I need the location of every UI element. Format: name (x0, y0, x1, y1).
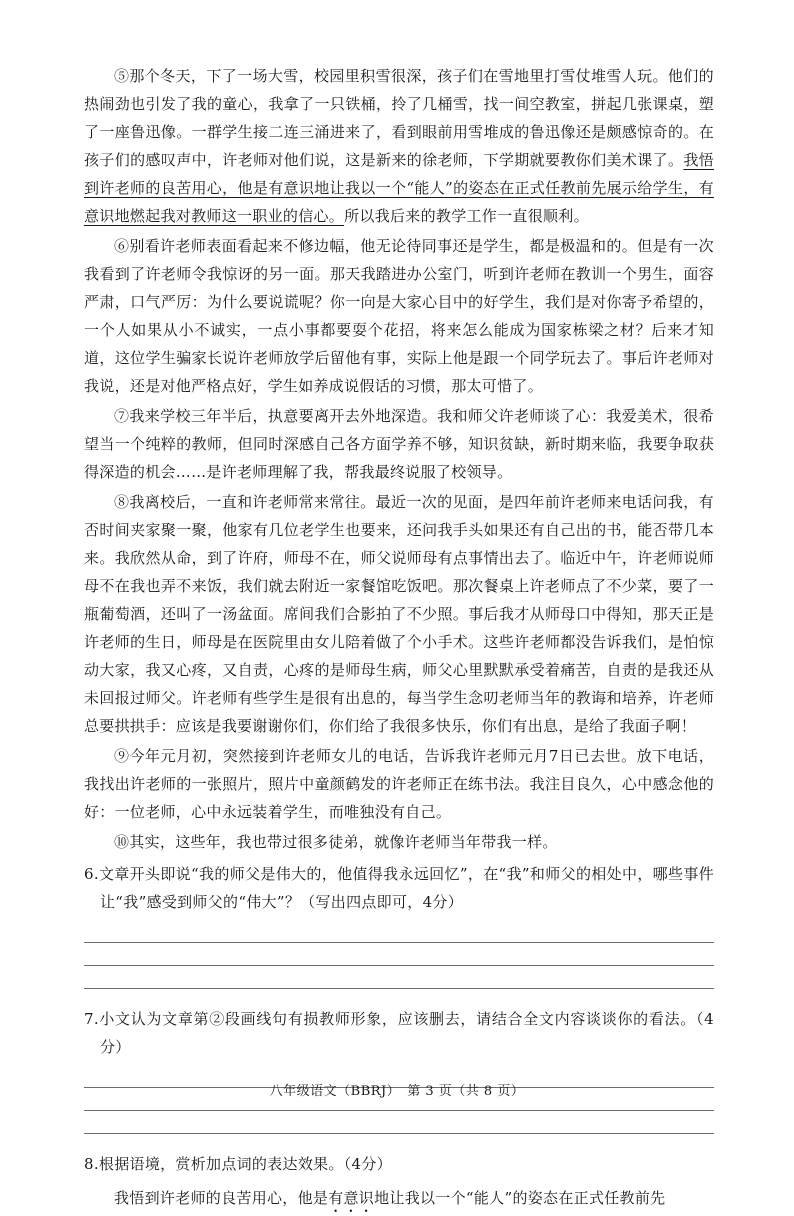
quote-text: 我悟到许老师的良苦用心，他是 (114, 1189, 329, 1207)
question-6-number: 6. (84, 865, 99, 883)
paragraph-5-text: ⑤那个冬天，下了一场大雪，校园里积雪很深，孩子们在雪地里打雪仗堆雪人玩。他们的热闹劲也引发了我的童心，我拿了一只铁桶，拎了几桶雪，找一间空教室，拼起几张课桌，塑了一座鲁迅像。一群学生接二连三涌进来了，看到眼前用雪堆成的鲁迅像还是颇感惊奇的。在孩子们的感叹声中，许老师对他们说，这是新来的徐老师，下学期就要教你们美术课了。 (84, 67, 714, 169)
answer-area-6[interactable] (84, 916, 714, 989)
answer-line (84, 942, 714, 943)
answer-line (84, 965, 714, 966)
question-7-text: 小文认为文章第②段画线句有损教师形象，应该删去，请结合全文内容谈谈你的看法。（4分） (98, 1010, 714, 1056)
quote-text-continued: 地让我以一个“能人”的姿态在正式任教前先 (374, 1189, 666, 1207)
passage-paragraph-5 (84, 62, 714, 230)
answer-line (84, 1110, 714, 1111)
passage-paragraph-9: ⑨今年元月初，突然接到许老师女儿的电话，告诉我许老师元月7日已去世。放下电话，我找出许老师的一张照片，照片中童颜鹤发的许老师正在练书法。我注目良久，心中感念他的好：一位老师，心中永远装着学生，而唯独没有自己。 (84, 747, 714, 821)
passage-paragraph-8: ⑧我离校后，一直和许老师常来常往。最近一次的见面，是四年前许老师来电话问我，有否时间夹家聚一聚，他家有几位老学生也要来，还问我手头如果还有自己出的书，能否带几本来。我欣然从命，到了许府，师母不在，师父说师母有点事情出去了。临近中午，许老师说师母不在我也弄不来饭，我们就去附近一家餐馆吃饭吧。那次餐桌上许老师点了不少菜，要了一瓶葡萄酒，还叫了一汤盆面。席间我们合影拍了不少照。事后我才从师母口中得知，那天正是许老师的生日，师母是在医院里由女儿陪着做了个小手术。这些许老师都没告诉我们，是怕惊动大家，我又心疼，又自责，心疼的是师母生病，师父心里默默承受着痛苦，自责的是我还从未回报过师父。许老师有些学生是很有出息的，每当学生念叨老师当年的教诲和培养，许老师总要拱拱手：应该是我要谢谢你们，你们给了我很多快乐，你们有出息，是给了我面子啊！ (84, 493, 714, 735)
passage-paragraph-7: ⑦我来学校三年半后，执意要离开去外地深造。我和师父许老师谈了心：我爱美术，很希望当一个纯粹的教师，但同时深感自己各方面学养不够，知识贫缺，新时期来临，我要争取获得深造的机会……是许老师理解了我，帮我最终说服了校领导。 (84, 407, 714, 481)
question-6-text: 文章开头即说“我的师父是伟大的，他值得我永远回忆”，在“我”和师父的相处中，哪些事件让“我”感受到师父的“伟大”？（写出四点即可，4分） (98, 865, 714, 911)
page-footer: 八年级语文（BBRJ） 第 3 页（共 8 页） (269, 1084, 525, 1099)
answer-line (84, 988, 714, 989)
paragraph-5-tail: 所以我后来的教学工作一直很顺利。 (344, 207, 589, 225)
answer-line (84, 1133, 714, 1134)
question-8-text: 根据语境，赏析加点词的表达效果。（4分） (98, 1155, 392, 1173)
question-7-number: 7. (84, 1010, 99, 1028)
question-7 (84, 1005, 714, 1061)
dotted-word: 有意识 (328, 1189, 375, 1207)
question-6 (84, 860, 714, 916)
question-8-quote (84, 1184, 714, 1216)
question-8 (84, 1150, 714, 1178)
page-content (84, 62, 714, 1216)
underlined-sentence: 我悟到许老师的良苦用心，他是有意识地让我以一个“能人”的姿态在正式任教前先展示给学生，有意识地燃起我对教师这一职业的信心。 (84, 151, 714, 225)
question-8-number: 8. (84, 1155, 99, 1173)
passage-paragraph-10: ⑩其实，这些年，我也带过很多徒弟，就像许老师当年带我一样。 (114, 833, 558, 851)
passage-paragraph-6: ⑥别看许老师表面看起来不修边幅，他无论待同事还是学生，都是极温和的。但是有一次我看到了许老师令我惊讶的另一面。那天我踏进办公室门，听到许老师在教训一个男生，面容严肃，口气严厉：为什么要说谎呢？你一向是大家心目中的好学生，我们是对你寄予希望的，一个人如果从小不诚实，一点小事都要耍个花招，将来怎么能成为国家栋梁之材？后来才知道，这位学生骗家长说许老师放学后留他有事，实际上他是跟一个同学玩去了。事后许老师对我说，还是对他严格点好，学生如养成说假话的习惯，那太可惜了。 (84, 237, 714, 395)
